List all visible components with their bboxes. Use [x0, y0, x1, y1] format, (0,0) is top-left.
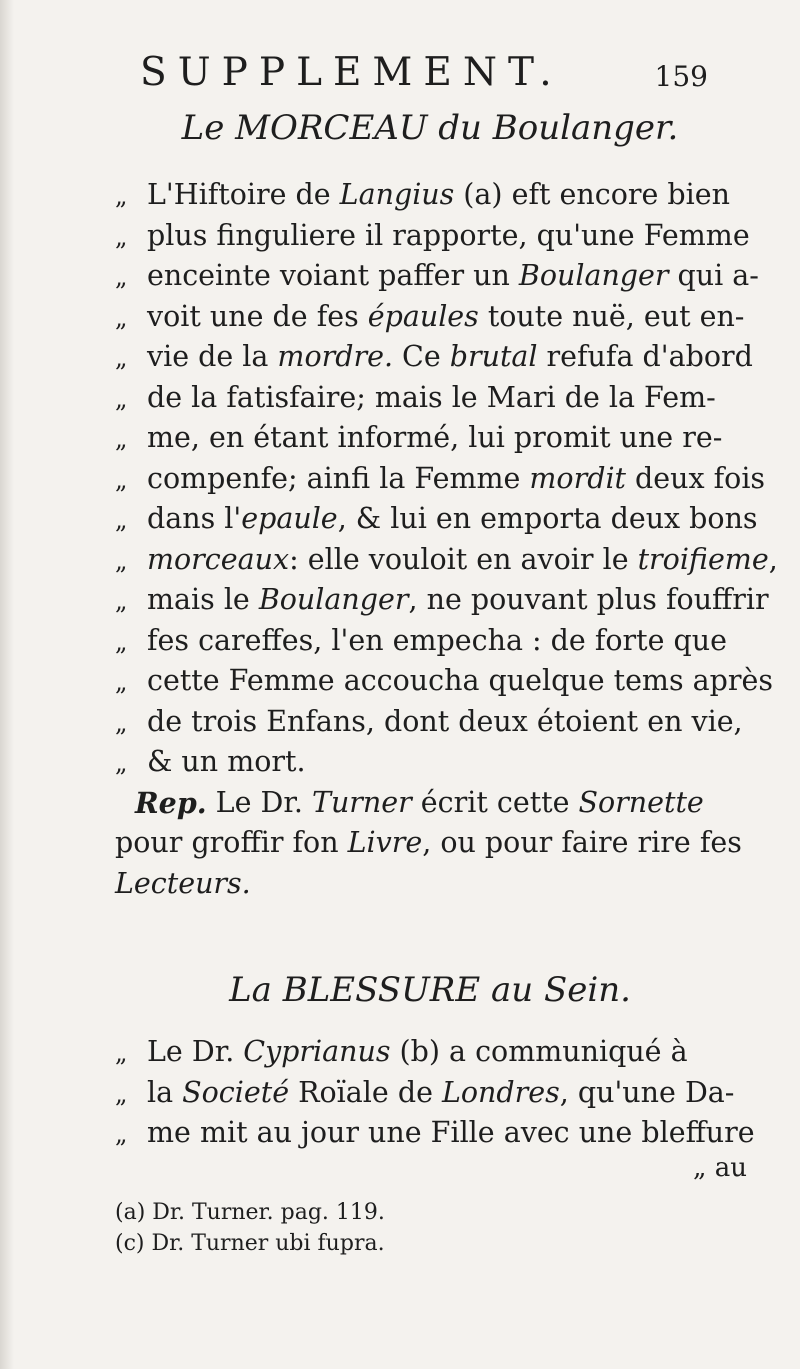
text-run: , qu'une Da- — [559, 1075, 735, 1109]
text-line — [115, 178, 745, 219]
text-run: qui a- — [677, 259, 759, 292]
italic-term: Livre — [347, 826, 423, 859]
italic-term: Sornette — [578, 785, 704, 819]
section-title-blessure: La BLESSURE au Sein. — [229, 970, 631, 1010]
quote-mark: „ — [115, 627, 128, 656]
text-run: me, en étant informé, lui promit une re- — [147, 421, 723, 454]
quote-mark: „ — [115, 222, 128, 251]
text-run: , & lui en emporta deux bons — [337, 502, 758, 535]
quote-mark: „ — [115, 303, 128, 332]
text-run: cette Femme accoucha quelque tems après — [147, 664, 773, 697]
text-line — [115, 1116, 755, 1157]
text-run: deux fois — [635, 461, 766, 495]
section-title-morceau: Le MORCEAU du Boulanger. — [181, 108, 679, 148]
text-run: pour groffir fon — [115, 826, 339, 859]
quote-mark: „ — [115, 1120, 128, 1148]
italic-term: brutal — [449, 340, 538, 373]
italic-term: morceaux — [147, 542, 290, 576]
text-run: plus finguliere il rapporte, qu'une Femme — [147, 218, 750, 252]
text-run: (a) eft encore bien — [463, 178, 730, 211]
text-line — [115, 786, 745, 827]
quote-mark: „ — [115, 1039, 128, 1067]
page-header — [140, 50, 720, 110]
italic-term: Londres — [441, 1075, 560, 1109]
text-run: de la fatisfaire; mais le Mari de la Fem- — [147, 380, 716, 414]
quote-mark: „ — [115, 1079, 128, 1108]
italic-term: mordre. — [277, 340, 394, 373]
italic-term: Boulanger — [518, 259, 669, 292]
text-line — [115, 218, 750, 260]
quote-mark: „ — [115, 506, 128, 534]
italic-term: epaule — [241, 502, 338, 535]
text-line — [115, 664, 773, 705]
text-run: Ce — [402, 340, 441, 373]
text-run: : elle vouloit en avoir le — [289, 542, 629, 576]
text-run: vie de la — [147, 340, 269, 373]
italic-term: Lecteurs. — [115, 866, 251, 900]
quote-mark: „ — [115, 708, 128, 737]
quote-mark: „ — [115, 749, 128, 777]
text-run: écrit cette — [420, 785, 570, 819]
text-run: , ou pour faire rire fes — [422, 826, 742, 859]
text-line — [115, 461, 766, 503]
italic-term: Societé — [182, 1075, 290, 1109]
quote-mark: „ — [115, 182, 128, 210]
text-run: , — [768, 542, 778, 576]
text-line — [115, 624, 745, 665]
text-line — [115, 1035, 745, 1076]
text-run: Le Dr. — [147, 1035, 235, 1068]
text-line — [115, 867, 745, 908]
text-line — [115, 259, 759, 300]
text-run: fes careffes, l'en empecha : de forte que — [147, 623, 728, 657]
italic-term: Boulanger — [258, 583, 409, 616]
text-run: L'Hiftoire de — [147, 178, 331, 211]
running-head: SUPPLEMENT. — [140, 50, 563, 95]
text-line — [115, 1076, 745, 1117]
italic-term: épaules — [367, 299, 479, 333]
text-line — [115, 502, 758, 543]
text-run: refufa d'abord — [546, 340, 753, 373]
footnotes — [115, 1200, 745, 1262]
text-run: Le Dr. — [215, 785, 303, 819]
quote-mark: „ — [115, 384, 128, 413]
text-line — [115, 583, 769, 624]
text-line — [115, 300, 745, 341]
italic-name: Turner — [311, 785, 412, 819]
text-line — [115, 745, 745, 786]
text-line — [115, 421, 745, 462]
text-run: Roïale de — [298, 1075, 433, 1109]
footnote: (a) Dr. Turner. pag. 119. — [115, 1200, 385, 1225]
text-run: , ne pouvant plus fouffrir — [408, 583, 769, 616]
quote-mark: „ — [115, 344, 128, 372]
quote-mark: „ — [115, 546, 128, 575]
footnote: (c) Dr. Turner ubi fupra. — [115, 1231, 385, 1256]
text-run: voit une de fes — [147, 299, 359, 333]
text-run: de trois Enfans, dont deux étoient en vie, — [147, 704, 743, 738]
text-line — [115, 340, 753, 381]
text-run: me mit au jour une Fille avec une bleffure — [147, 1116, 755, 1149]
page-number: 159 — [654, 60, 708, 93]
text-line — [115, 381, 745, 422]
italic-name: Langius — [339, 178, 455, 211]
text-run: toute nuë, eut en- — [487, 299, 745, 333]
quote-mark: „ — [115, 425, 128, 453]
quote-mark: „ — [115, 668, 128, 696]
text-run: la — [147, 1075, 174, 1109]
text-run: mais le — [147, 583, 250, 616]
gutter-shadow — [0, 0, 14, 1369]
catchword: „ au — [693, 1153, 747, 1183]
italic-term: mordit — [529, 461, 627, 495]
text-line — [115, 542, 778, 584]
text-run: dans l' — [147, 502, 242, 535]
quote-mark: „ — [115, 587, 128, 615]
text-line — [115, 826, 745, 867]
text-line — [115, 705, 745, 746]
text-run: enceinte voiant paffer un — [147, 259, 510, 292]
text-run: compenfe; ainfi la Femme — [147, 461, 521, 495]
section-body-morceau — [115, 178, 778, 907]
italic-term: troifieme — [637, 542, 769, 576]
text-run: (b) a communiqué à — [399, 1035, 688, 1068]
quote-mark: „ — [115, 465, 128, 494]
quote-mark: „ — [115, 263, 128, 291]
section-body-blessure — [115, 1035, 755, 1157]
text-run: & un mort. — [147, 745, 306, 778]
italic-name: Cyprianus — [243, 1035, 391, 1068]
reply-label: Rep. — [135, 785, 207, 820]
